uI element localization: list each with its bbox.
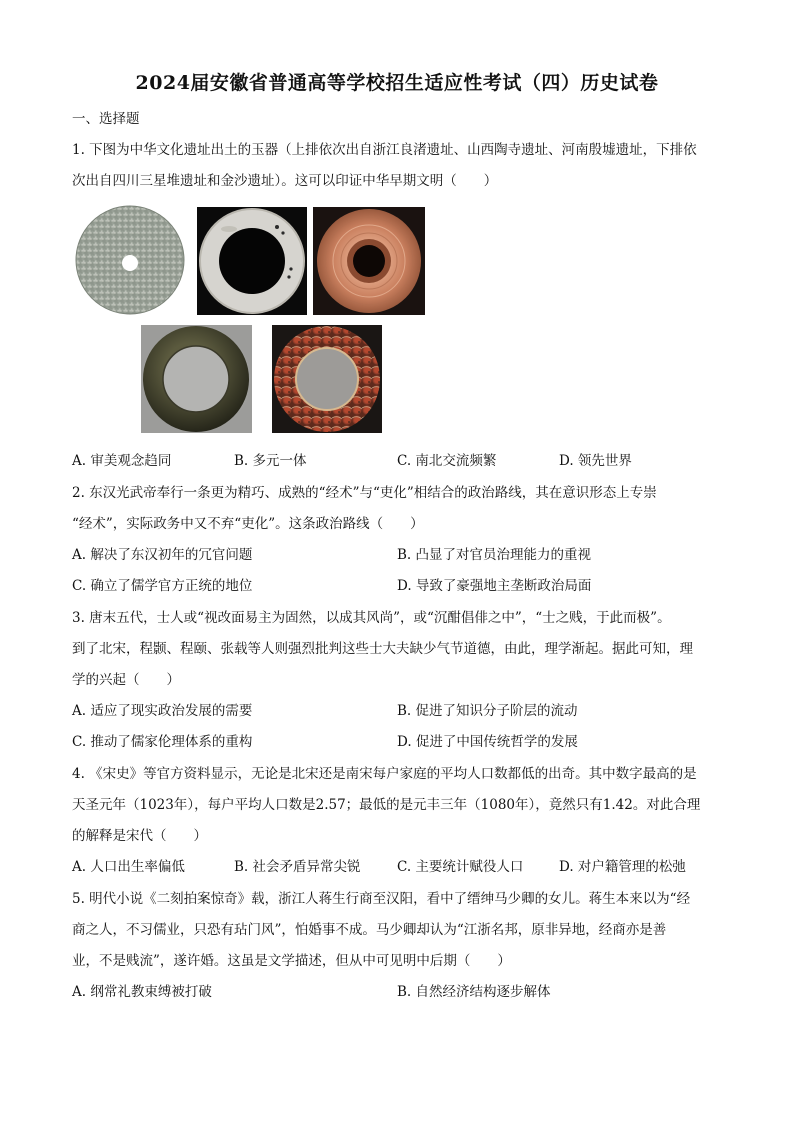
question-1-text-line-1: 1. 下图为中华文化遗址出土的玉器（上排依次出自浙江良渚遗址、山西陶寺遗址、河南殷墟遗址，下排依 <box>72 142 697 158</box>
question-4-option-b[interactable]: B. 社会矛盾异常尖锐 <box>234 859 361 875</box>
question-1-option-c[interactable]: C. 南北交流频繁 <box>397 453 497 469</box>
question-4-option-c[interactable]: C. 主要统计赋役人口 <box>397 859 524 875</box>
question-4-option-d[interactable]: D. 对户籍管理的松弛 <box>559 859 686 875</box>
question-1-text-line-2: 次出自四川三星堆遗址和金沙遗址）。这可以印证中华早期文明（ ） <box>72 173 498 189</box>
question-2-option-d[interactable]: D. 导致了豪强地主垄断政治局面 <box>397 578 592 594</box>
question-3-text-line-3: 学的兴起（ ） <box>72 672 180 688</box>
jade-bi-taosi-image <box>197 207 307 315</box>
jade-bi-sanxingdui-image <box>141 325 252 433</box>
question-3-text-line-1: 3. 唐末五代，士人或“视改面易主为固然，以成其风尚”，或“沉酣倡俳之中”，“士之贱，于此而极”。 <box>72 610 671 626</box>
question-2-option-b[interactable]: B. 凸显了对官员治理能力的重视 <box>397 547 592 563</box>
question-2-option-a[interactable]: A. 解决了东汉初年的冗官问题 <box>72 547 253 563</box>
question-4-text-line-1: 4. 《宋史》等官方资料显示，无论是北宋还是南宋每户家庭的平均人口数都低的出奇。其中数字最高的是 <box>72 766 697 782</box>
question-2-text-line-2: “经术”，实际政务中又不弃“吏化”。这条政治路线（ ） <box>72 516 424 532</box>
question-4-text-line-3: 的解释是宋代（ ） <box>72 828 207 844</box>
question-3-option-a[interactable]: A. 适应了现实政治发展的需要 <box>72 703 253 719</box>
question-5-text-line-1: 5. 明代小说《二刻拍案惊奇》载，浙江人蒋生行商至汉阳，看中了缙绅马少卿的女儿。蒋生本来以为“经 <box>72 891 691 907</box>
jade-bi-yinxu-image <box>313 207 425 315</box>
jade-bi-liangzhu-image <box>74 205 186 315</box>
question-5-option-b[interactable]: B. 自然经济结构逐步解体 <box>397 984 551 1000</box>
question-3-text-line-2: 到了北宋，程颢、程颐、张载等人则强烈批判这些士大夫缺少气节道德，由此，理学渐起。据此可知，理 <box>72 641 693 657</box>
jade-bi-jinsha-image <box>272 325 382 433</box>
question-5-text-line-2: 商之人，不习儒业，只恐有玷门风”，怕婚事不成。马少卿却认为“江浙名邦，原非异地，经商亦是善 <box>72 922 667 938</box>
question-1-option-d[interactable]: D. 领先世界 <box>559 453 632 469</box>
question-1-option-a[interactable]: A. 审美观念趋同 <box>72 453 172 469</box>
question-3-option-c[interactable]: C. 推动了儒家伦理体系的重构 <box>72 734 253 750</box>
question-2-option-c[interactable]: C. 确立了儒学官方正统的地位 <box>72 578 253 594</box>
question-1-option-b[interactable]: B. 多元一体 <box>234 453 307 469</box>
question-3-option-d[interactable]: D. 促进了中国传统哲学的发展 <box>397 734 578 750</box>
question-5-text-line-3: 业，不是贱流”，遂许婚。这虽是文学描述，但从中可见明中后期（ ） <box>72 953 511 969</box>
question-2-text-line-1: 2. 东汉光武帝奉行一条更为精巧、成熟的“经术”与“吏化”相结合的政治路线，其在意识形态上专崇 <box>72 485 657 501</box>
question-5-option-a[interactable]: A. 纲常礼教束缚被打破 <box>72 984 212 1000</box>
page-title: 2024届安徽省普通高等学校招生适应性考试（四）历史试卷 <box>135 72 659 94</box>
section-heading: 一、选择题 <box>72 111 140 127</box>
question-3-option-b[interactable]: B. 促进了知识分子阶层的流动 <box>397 703 578 719</box>
question-4-text-line-2: 天圣元年（1023年），每户平均人口数是2.57；最低的是元丰三年（1080年），竟然只有1.42。对此合理 <box>72 797 701 813</box>
question-4-option-a[interactable]: A. 人口出生率偏低 <box>72 859 185 875</box>
